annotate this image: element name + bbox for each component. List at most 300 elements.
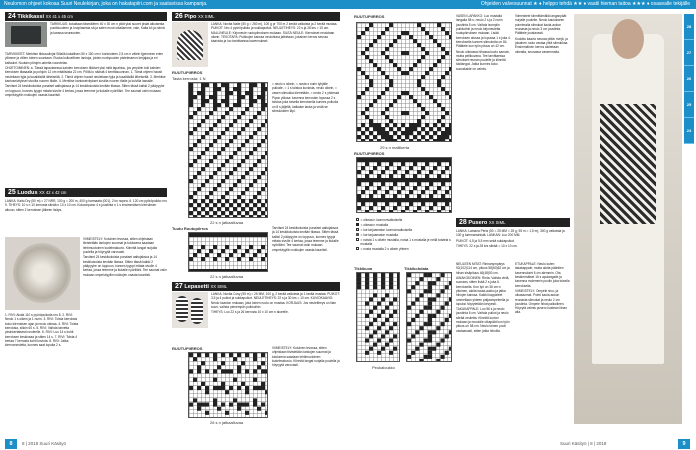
chart-cell (381, 334, 385, 338)
legend-swatch-grey (356, 228, 359, 231)
chart-cell (213, 370, 217, 374)
chart-cell (193, 191, 197, 195)
chart-cell (445, 302, 449, 306)
chart-cell (217, 199, 221, 203)
chart-cell (393, 99, 397, 103)
chart-cell (421, 47, 425, 51)
chart-cell (421, 27, 425, 31)
chart-cell (249, 95, 253, 99)
chart-cell (428, 281, 432, 285)
chart-cell (249, 199, 253, 203)
chart-cell (213, 398, 217, 402)
chart-cell (221, 147, 225, 151)
chart-cell (385, 343, 389, 347)
chart-cell (393, 139, 397, 142)
chart-cell (205, 83, 209, 87)
chart-cell (393, 158, 397, 162)
chart-cell (437, 162, 441, 166)
chart-cell (189, 99, 193, 103)
chart-cell (201, 269, 205, 272)
chart-cell (253, 99, 257, 103)
chart-cell (441, 123, 445, 127)
chart-cell (381, 170, 385, 174)
chart-cell (429, 194, 433, 198)
chart-cell (205, 386, 209, 390)
chart-cell (393, 334, 397, 338)
section-27-header: 27 Lepasetti XX SIML (172, 282, 340, 291)
chart-cell (205, 179, 209, 183)
chart-cell (369, 43, 373, 47)
chart-cell (237, 370, 241, 374)
chart-cell (369, 334, 373, 338)
chart-cell (449, 210, 452, 213)
chart-cell (189, 386, 193, 390)
chart-cell (241, 269, 245, 272)
chart-cell (197, 107, 201, 111)
chart-cell (365, 158, 369, 162)
chart-cell (369, 119, 373, 123)
chart-cell (401, 111, 405, 115)
mittens-photo (172, 292, 208, 328)
chart-cell (373, 123, 377, 127)
chart-cell (389, 162, 393, 166)
chart-cell (237, 95, 241, 99)
chart-cell (245, 139, 249, 143)
chart-cell (393, 123, 397, 127)
chart-cell (209, 207, 213, 211)
chart-cell (385, 198, 389, 202)
chart-cell (381, 194, 385, 198)
chart-cell (441, 139, 445, 142)
legend-swatch-k2tog (356, 247, 359, 250)
chart-cell (245, 171, 249, 175)
chart-cell (221, 403, 225, 407)
chart-cell (381, 71, 385, 75)
chart-cell (369, 310, 373, 314)
chart-cell (221, 203, 225, 207)
right-big-chart-bottom-label: 29 s n mallikerta (380, 145, 410, 150)
chart-cell (421, 202, 425, 206)
chart-cell (365, 87, 369, 91)
chart-cell (425, 186, 429, 190)
chart-cell (432, 298, 436, 302)
chart-cell (381, 285, 385, 289)
chart-cell (213, 245, 217, 249)
chart-cell (389, 326, 393, 330)
chart-cell (229, 386, 233, 390)
footer-right: Suuri Käsityö | 8 | 2018 (560, 441, 607, 446)
chart-cell (189, 179, 193, 183)
chart-cell (401, 131, 405, 135)
chart-cell (225, 245, 229, 249)
sidebar-tab: 28 (684, 14, 694, 40)
lepa-chart-title: RUUTUPIIRROS (172, 346, 203, 351)
chart-cell (189, 353, 193, 357)
chart-cell (441, 107, 445, 111)
chart-cell (411, 318, 415, 322)
chart-cell (257, 127, 261, 131)
chart-cell (429, 158, 433, 162)
chart-cell (405, 194, 409, 198)
chart-cell (393, 63, 397, 67)
chart-cell (261, 107, 265, 111)
chart-cell (357, 182, 361, 186)
chart-cell (205, 411, 209, 415)
chart-cell (229, 203, 233, 207)
chart-cell (369, 206, 373, 210)
chart-cell (197, 269, 201, 272)
chart-cell (257, 199, 261, 203)
chart-cell (217, 103, 221, 107)
thumb-chart (356, 272, 400, 362)
chart-cell (233, 215, 237, 218)
chart-cell (428, 306, 432, 310)
chart-cell (365, 115, 369, 119)
chart-cell (205, 211, 209, 215)
chart-cell (221, 361, 225, 365)
chart-cell (213, 357, 217, 361)
chart-cell (373, 293, 377, 297)
chart-cell (445, 91, 449, 95)
chart-cell (257, 143, 261, 147)
section-24-header: 24 Tikkikassi XX 41 x 45 cm (5, 12, 167, 21)
chart-cell (417, 198, 421, 202)
chart-cell (441, 135, 445, 139)
chart-cell (245, 203, 249, 207)
chart-cell (425, 158, 429, 162)
chart-cell (377, 198, 381, 202)
chart-cell (393, 310, 397, 314)
chart-cell (417, 178, 421, 182)
chart-cell (437, 210, 441, 213)
chart-cell (373, 198, 377, 202)
chart-cell (373, 273, 377, 277)
chart-cell (413, 174, 417, 178)
chart-cell (365, 174, 369, 178)
chart-cell (409, 190, 413, 194)
chart-cell (365, 162, 369, 166)
chart-cell (253, 398, 257, 402)
chart-cell (189, 403, 193, 407)
chart-cell (245, 123, 249, 127)
chart-cell (428, 347, 432, 351)
chart-cell (449, 131, 452, 135)
chart-cell (409, 158, 413, 162)
chart-cell (213, 87, 217, 91)
chart-cell (253, 386, 257, 390)
chart-cell (381, 281, 385, 285)
chart-cell (217, 119, 221, 123)
chart-cell (253, 83, 257, 87)
chart-cell (213, 99, 217, 103)
legend-item: = oikeaa n luonnonvalkoisella (356, 218, 452, 222)
chart-cell (205, 253, 209, 257)
chart-cell (369, 23, 373, 27)
chart-cell (217, 386, 221, 390)
chart-cell (197, 139, 201, 143)
chart-cell (213, 257, 217, 261)
chart-cell (413, 178, 417, 182)
chart-cell (425, 162, 429, 166)
chart-cell (437, 79, 441, 83)
legend-swatch-dark (356, 233, 359, 236)
chart-cell (221, 115, 225, 119)
chart-cell (229, 171, 233, 175)
chart-cell (385, 306, 389, 310)
chart-cell (253, 378, 257, 382)
chart-cell (249, 103, 253, 107)
chart-cell (449, 162, 452, 166)
chart-cell (385, 123, 389, 127)
chart-cell (201, 257, 205, 261)
chart-cell (437, 59, 441, 63)
chart-cell (424, 289, 428, 293)
chart-cell (425, 123, 429, 127)
chart-cell (201, 207, 205, 211)
chart-cell (209, 175, 213, 179)
chart-cell (233, 398, 237, 402)
chart-cell (409, 67, 413, 71)
chart-cell (201, 151, 205, 155)
chart-cell (417, 131, 421, 135)
chart-cell (397, 35, 401, 39)
chart-cell (385, 178, 389, 182)
chart-cell (221, 83, 225, 87)
chart-cell (441, 115, 445, 119)
chart-cell (436, 293, 440, 297)
chart-cell (445, 351, 449, 355)
chart-cell (397, 127, 401, 131)
chart-cell (213, 107, 217, 111)
chart-cell (213, 233, 217, 237)
chart-cell (265, 103, 268, 107)
chart-cell (261, 83, 265, 87)
chart-cell (428, 322, 432, 326)
chart-cell (381, 158, 385, 162)
chart-cell (241, 233, 245, 237)
chart-cell (433, 166, 437, 170)
chart-cell (201, 99, 205, 103)
chart-cell (417, 119, 421, 123)
chart-cell (253, 179, 257, 183)
chart-cell (437, 83, 441, 87)
chart-cell (445, 127, 449, 131)
chart-cell (389, 135, 393, 139)
chart-cell (377, 302, 381, 306)
chart-cell (225, 87, 229, 91)
chart-cell (385, 293, 389, 297)
chart-cell (369, 194, 373, 198)
chart-cell (445, 131, 449, 135)
chart-cell (209, 159, 213, 163)
chart-cell (397, 135, 401, 139)
chart-cell (449, 347, 452, 351)
chart-cell (440, 322, 444, 326)
chart-legend (356, 218, 452, 262)
chart-cell (441, 87, 445, 91)
chart-cell (381, 310, 385, 314)
chart-cell (197, 233, 201, 237)
chart-cell (405, 51, 409, 55)
chart-cell (411, 302, 415, 306)
chart-cell (357, 194, 361, 198)
chart-cell (265, 215, 268, 218)
chart-cell (245, 411, 249, 415)
chart-cell (193, 95, 197, 99)
chart-cell (377, 338, 381, 342)
chart-cell (209, 191, 213, 195)
chart-cell (409, 127, 413, 131)
chart-cell (389, 178, 393, 182)
thumb-chart-marks (357, 273, 400, 362)
chart-cell (189, 131, 193, 135)
chart-cell (365, 75, 369, 79)
chart-cell (361, 51, 365, 55)
chart-cell (401, 71, 405, 75)
chart-cell (241, 111, 245, 115)
chart-cell (397, 158, 401, 162)
chart-cell (401, 198, 405, 202)
chart-cell (385, 131, 389, 135)
chart-cell (357, 277, 361, 281)
chart-cell (237, 211, 241, 215)
chart-cell (365, 198, 369, 202)
chart-cell (385, 75, 389, 79)
chart-cell (249, 151, 253, 155)
chart-cell (420, 310, 424, 314)
chart-cell (253, 253, 257, 257)
chart-cell (401, 158, 405, 162)
chart-cell (237, 353, 241, 357)
chart-cell (257, 233, 261, 237)
chart-cell (265, 269, 268, 272)
chart-cell (217, 233, 221, 237)
chart-cell (237, 269, 241, 272)
chart-cell (437, 158, 441, 162)
chart-cell (197, 187, 201, 191)
chart-cell (245, 211, 249, 215)
chart-cell (197, 123, 201, 127)
chart-cell (249, 183, 253, 187)
right-sidebar-tabs (684, 14, 694, 144)
chart-cell (385, 330, 389, 334)
chart-cell (381, 127, 385, 131)
chart-cell (377, 127, 381, 131)
chart-cell (205, 353, 209, 357)
chart-cell (257, 95, 261, 99)
chart-cell (417, 43, 421, 47)
chart-cell (241, 143, 245, 147)
chart-cell (369, 322, 373, 326)
chart-cell (437, 178, 441, 182)
chart-cell (415, 347, 419, 351)
chart-cell (257, 407, 261, 411)
chart-cell (369, 158, 373, 162)
chart-cell (373, 343, 377, 347)
chart-cell (385, 47, 389, 51)
side-chart (406, 272, 452, 362)
chart-cell (189, 163, 193, 167)
chart-cell (449, 330, 452, 334)
chart-cell (393, 298, 397, 302)
section-26-header: 26 Pipo XX SIML (172, 12, 340, 21)
chart-cell (429, 178, 433, 182)
lepa-side-text: VIIMEISTELY: Koluinen levossa, sitten ohjeistaan tiivistetään lankojen suunnat ja tuloksena saadaan lehtimuotoinen kudelmakuvio. Kiinnitä langat nurjalla puolella ja höyryytä varovasti. (272, 346, 340, 368)
chart-cell (369, 59, 373, 63)
chart-cell (437, 43, 441, 47)
chart-cell (205, 195, 209, 199)
chart-cell (365, 210, 369, 213)
chart-cell (201, 233, 205, 237)
chart-cell (213, 269, 217, 272)
chart-cell (221, 353, 225, 357)
chart-cell (421, 166, 425, 170)
chart-cell (389, 83, 393, 87)
chart-cell (261, 245, 265, 249)
chart-cell (407, 289, 411, 293)
chart-cell (405, 131, 409, 135)
chart-cell (381, 347, 385, 351)
chart-cell (377, 174, 381, 178)
chart-cell (397, 190, 401, 194)
chart-cell (365, 55, 369, 59)
chart-cell (225, 95, 229, 99)
sidebar-tab: 25 (684, 92, 694, 118)
chart-cell (193, 199, 197, 203)
chart-cell (261, 99, 265, 103)
chart-cell (361, 123, 365, 127)
chart-cell (217, 87, 221, 91)
chart-cell (393, 131, 397, 135)
chart-cell (265, 119, 268, 123)
chart-cell (381, 277, 385, 281)
chart-cell (440, 355, 444, 359)
chart-cell (397, 202, 401, 206)
chart-cell (377, 123, 381, 127)
footer-left: 8 | 2018 Suuri Käsityö (22, 441, 66, 446)
chart-cell (417, 23, 421, 27)
chart-cell (365, 127, 369, 131)
chart-cell (389, 302, 393, 306)
chart-cell (225, 411, 229, 415)
chart-cell (213, 403, 217, 407)
chart-cell (221, 211, 225, 215)
chart-cell (385, 135, 389, 139)
chart-cell (449, 281, 452, 285)
chart-cell (209, 249, 213, 253)
chart-cell (197, 203, 201, 207)
chart-cell (217, 365, 221, 369)
chart-cell (189, 83, 193, 87)
chart-cell (213, 378, 217, 382)
chart-cell (189, 95, 193, 99)
chart-cell (361, 131, 365, 135)
pipo2-chart-bottom-label: 22 s n jatkaalluvaa (210, 274, 244, 279)
chart-cell (389, 158, 393, 162)
chart-cell (401, 162, 405, 166)
chart-cell (401, 51, 405, 55)
chart-cell (209, 233, 213, 237)
chart-cell (401, 210, 405, 213)
chart-cell (253, 131, 257, 135)
chart-cell (385, 27, 389, 31)
chart-cell (425, 198, 429, 202)
chart-cell (369, 347, 373, 351)
chart-cell (389, 281, 393, 285)
chart-cell (261, 257, 265, 261)
chart-cell (449, 139, 452, 142)
chart-cell (437, 23, 441, 27)
